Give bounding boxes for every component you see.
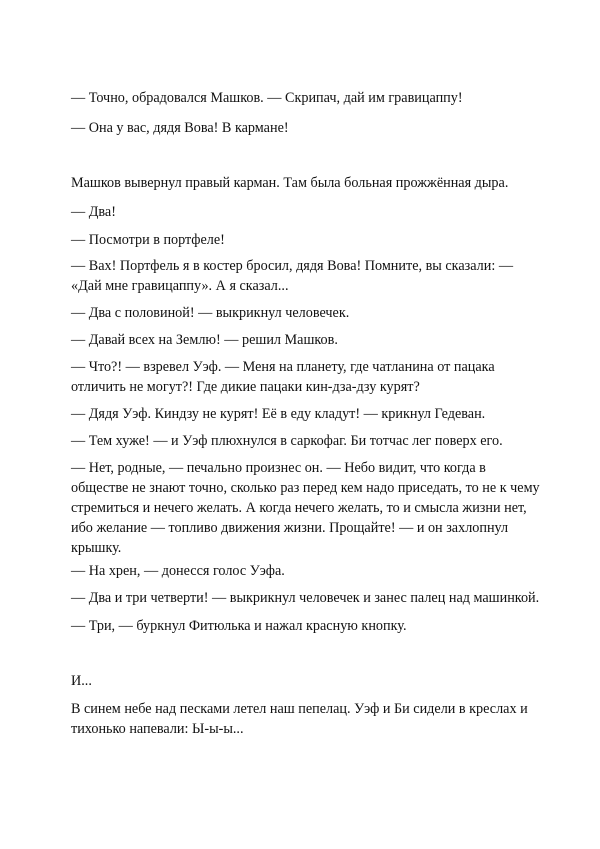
paragraph (71, 357, 541, 397)
paragraph (71, 173, 541, 193)
paragraph (71, 699, 541, 739)
paragraph (71, 671, 541, 691)
paragraph (71, 88, 541, 108)
text-line: — Она у вас, дядя Вова! В кармане! (71, 120, 289, 136)
text-line: стремиться и нечего желать. А когда нечего желать, то и смысла жизни нет, (71, 500, 527, 516)
paragraph (71, 256, 541, 296)
text-line: тихонько напевали: Ы-ы-ы... (71, 721, 244, 737)
text-line: — Два и три четверти! — выкрикнул человечек и занес палец над машинкой. (71, 590, 540, 606)
text-line: обществе не знают точно, сколько раз перед кем надо приседать, то не к чему (71, 480, 540, 496)
text-line: — Три, — буркнул Фитюлька и нажал красную кнопку. (71, 618, 407, 634)
paragraph (71, 616, 541, 636)
text-line: — Давай всех на Землю! — решил Машков. (71, 332, 338, 348)
paragraph (71, 561, 541, 581)
text-line: крышку. (71, 540, 122, 556)
text-line: В синем небе над песками летел наш пепелац. Уэф и Би сидели в креслах и (71, 701, 528, 717)
paragraph (71, 330, 541, 350)
text-line: ибо желание — топливо движения жизни. Прощайте! — и он захлопнул (71, 520, 509, 536)
text-line: — Посмотри в портфеле! (71, 232, 225, 248)
text-line: — Что?! — взревел Уэф. — Меня на планету, где чатланина от пацака (71, 359, 495, 375)
paragraph (71, 588, 541, 608)
paragraph (71, 404, 541, 424)
text-line: — На хрен, — донесся голос Уэфа. (71, 563, 285, 579)
text-line: — Точно, обрадовался Машков. — Скрипач, дай им гравицаппу! (71, 90, 463, 106)
paragraph (71, 303, 541, 323)
text-line: — Дядя Уэф. Киндзу не курят! Её в еду кладут! — крикнул Гедеван. (71, 406, 486, 422)
paragraph (71, 230, 541, 250)
text-line: «Дай мне гравицаппу». А я сказал... (71, 278, 289, 294)
text-line: И... (71, 673, 92, 689)
text-line: отличить не могут?! Где дикие пацаки кин-дза-дзу курят? (71, 379, 420, 395)
text-line: — Два! (71, 204, 116, 220)
text-line: — Нет, родные, — печально произнес он. — Небо видит, что когда в (71, 460, 486, 476)
paragraph (71, 202, 541, 222)
text-line: Машков вывернул правый карман. Там была больная прожжённая дыра. (71, 175, 509, 191)
text-line: — Вах! Портфель я в костер бросил, дядя Вова! Помните, вы сказали: — (71, 258, 514, 274)
paragraph (71, 458, 541, 558)
text-line: — Тем хуже! — и Уэф плюхнулся в саркофаг. Би тотчас лег поверх его. (71, 433, 503, 449)
paragraph (71, 118, 541, 138)
text-line: — Два с половиной! — выкрикнул человечек. (71, 305, 350, 321)
paragraph (71, 431, 541, 451)
